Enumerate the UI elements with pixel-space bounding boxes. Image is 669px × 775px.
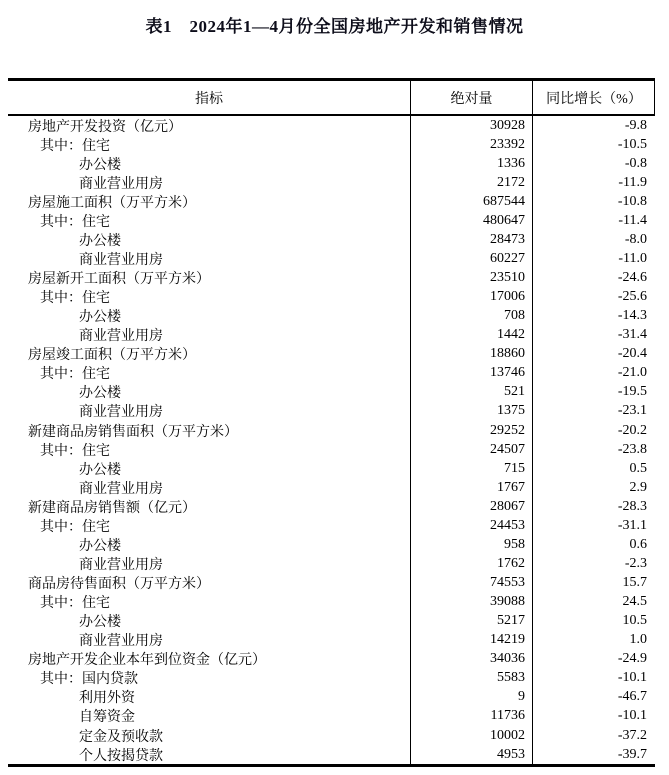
table-row <box>8 192 655 211</box>
row-absolute-value: 30928 <box>410 116 532 135</box>
row-absolute-value: 11736 <box>410 707 532 726</box>
table-row <box>8 249 655 268</box>
row-growth-value: -24.9 <box>532 650 655 669</box>
row-indicator-label: 定金及预收款 <box>79 729 163 745</box>
row-absolute-value: 1442 <box>410 326 532 345</box>
row-growth-value: -11.9 <box>532 173 655 192</box>
row-absolute-value: 24453 <box>410 516 532 535</box>
row-growth-value: -20.4 <box>532 345 655 364</box>
column-header-absolute-amount: 绝对量 <box>410 81 532 114</box>
row-indicator-label: 个人按揭贷款 <box>79 748 163 764</box>
row-absolute-value: 24507 <box>410 440 532 459</box>
row-absolute-value: 23510 <box>410 269 532 288</box>
row-indicator-label: 商业营业用房 <box>79 329 163 345</box>
row-growth-value: -23.1 <box>532 402 655 421</box>
row-indicator-label: 其中：住宅 <box>40 519 110 535</box>
row-absolute-value: 1336 <box>410 154 532 173</box>
row-growth-value: -23.8 <box>532 440 655 459</box>
row-indicator-label: 房地产开发企业本年到位资金（亿元） <box>28 653 266 669</box>
row-growth-value: -24.6 <box>532 269 655 288</box>
table-row <box>8 116 655 135</box>
row-indicator-label: 商业营业用房 <box>79 481 163 497</box>
table-row <box>8 631 655 650</box>
row-indicator-label: 其中：住宅 <box>40 214 110 230</box>
row-indicator-label: 商业营业用房 <box>79 557 163 573</box>
row-growth-value: -0.8 <box>532 154 655 173</box>
row-growth-value: -8.0 <box>532 230 655 249</box>
row-indicator-label: 办公楼 <box>79 310 121 326</box>
row-absolute-value: 28067 <box>410 497 532 516</box>
table-body <box>8 116 655 764</box>
row-absolute-value: 2172 <box>410 173 532 192</box>
table-row <box>8 288 655 307</box>
row-growth-value: -20.2 <box>532 421 655 440</box>
row-indicator-label: 房地产开发投资（亿元） <box>28 119 182 135</box>
row-absolute-value: 687544 <box>410 192 532 211</box>
row-indicator-label: 房屋新开工面积（万平方米） <box>28 272 210 288</box>
row-growth-value: -2.3 <box>532 554 655 573</box>
table-row <box>8 574 655 593</box>
table-row <box>8 650 655 669</box>
row-indicator-label: 其中：住宅 <box>40 291 110 307</box>
table-row <box>8 402 655 421</box>
row-indicator-label: 房屋竣工面积（万平方米） <box>28 348 196 364</box>
table-row <box>8 593 655 612</box>
table-row <box>8 326 655 345</box>
table-header-row <box>8 81 655 116</box>
table-row <box>8 669 655 688</box>
real-estate-stats-table <box>8 78 655 767</box>
row-indicator-label: 商业营业用房 <box>79 252 163 268</box>
row-absolute-value: 10002 <box>410 726 532 745</box>
row-growth-value: 2.9 <box>532 478 655 497</box>
row-absolute-value: 9 <box>410 688 532 707</box>
row-indicator-label: 办公楼 <box>79 615 121 631</box>
table-row <box>8 516 655 535</box>
row-absolute-value: 1762 <box>410 554 532 573</box>
row-indicator-label: 其中：住宅 <box>40 138 110 154</box>
row-indicator-label: 新建商品房销售面积（万平方米） <box>28 424 238 440</box>
row-absolute-value: 708 <box>410 307 532 326</box>
table-row <box>8 554 655 573</box>
row-growth-value: 10.5 <box>532 612 655 631</box>
row-indicator-label: 商业营业用房 <box>79 176 163 192</box>
table-row <box>8 364 655 383</box>
row-indicator-label: 利用外资 <box>79 691 135 707</box>
table-row <box>8 383 655 402</box>
row-indicator-label: 新建商品房销售额（亿元） <box>28 500 196 516</box>
table-row <box>8 440 655 459</box>
table-row <box>8 135 655 154</box>
row-growth-value: -25.6 <box>532 288 655 307</box>
row-growth-value: -11.0 <box>532 249 655 268</box>
table-row <box>8 307 655 326</box>
row-indicator-label: 商业营业用房 <box>79 405 163 421</box>
row-indicator-label: 其中：住宅 <box>40 367 110 383</box>
row-indicator-label: 其中：住宅 <box>40 443 110 459</box>
row-growth-value: -39.7 <box>532 745 655 764</box>
row-growth-value: -11.4 <box>532 211 655 230</box>
row-growth-value: -37.2 <box>532 726 655 745</box>
row-absolute-value: 4953 <box>410 745 532 764</box>
row-growth-value: -10.1 <box>532 707 655 726</box>
row-indicator-label: 房屋施工面积（万平方米） <box>28 195 196 211</box>
row-growth-value: -31.1 <box>532 516 655 535</box>
row-growth-value: 0.5 <box>532 459 655 478</box>
row-growth-value: 15.7 <box>532 574 655 593</box>
row-growth-value: -10.5 <box>532 135 655 154</box>
table-row <box>8 345 655 364</box>
page-title: 表1 2024年1—4月份全国房地产开发和销售情况 <box>145 17 524 36</box>
row-absolute-value: 17006 <box>410 288 532 307</box>
row-absolute-value: 74553 <box>410 574 532 593</box>
row-growth-value: -10.8 <box>532 192 655 211</box>
row-growth-value: 1.0 <box>532 631 655 650</box>
row-indicator-label: 办公楼 <box>79 462 121 478</box>
row-absolute-value: 28473 <box>410 230 532 249</box>
table-row <box>8 535 655 554</box>
table-row <box>8 459 655 478</box>
table-row <box>8 497 655 516</box>
row-growth-value: 24.5 <box>532 593 655 612</box>
table-row <box>8 745 655 764</box>
row-absolute-value: 60227 <box>410 249 532 268</box>
row-absolute-value: 1767 <box>410 478 532 497</box>
row-absolute-value: 39088 <box>410 593 532 612</box>
row-absolute-value: 29252 <box>410 421 532 440</box>
row-indicator-label: 办公楼 <box>79 538 121 554</box>
row-indicator-label: 其中：国内贷款 <box>40 672 138 688</box>
row-absolute-value: 5583 <box>410 669 532 688</box>
table-row <box>8 230 655 249</box>
column-header-yoy-growth: 同比增长（%） <box>532 81 655 114</box>
row-absolute-value: 13746 <box>410 364 532 383</box>
row-indicator-label: 其中：住宅 <box>40 596 110 612</box>
table-row <box>8 478 655 497</box>
row-indicator-label: 商业营业用房 <box>79 634 163 650</box>
table-row <box>8 612 655 631</box>
table-row <box>8 211 655 230</box>
table-row <box>8 707 655 726</box>
row-growth-value: -21.0 <box>532 364 655 383</box>
row-absolute-value: 14219 <box>410 631 532 650</box>
row-growth-value: -31.4 <box>532 326 655 345</box>
row-growth-value: -9.8 <box>532 116 655 135</box>
row-absolute-value: 18860 <box>410 345 532 364</box>
row-indicator-label: 自筹资金 <box>79 710 135 726</box>
row-growth-value: -19.5 <box>532 383 655 402</box>
row-growth-value: -46.7 <box>532 688 655 707</box>
table-row <box>8 421 655 440</box>
table-row <box>8 269 655 288</box>
row-absolute-value: 34036 <box>410 650 532 669</box>
table-row <box>8 688 655 707</box>
row-absolute-value: 1375 <box>410 402 532 421</box>
row-indicator-label: 办公楼 <box>79 386 121 402</box>
row-indicator-label: 办公楼 <box>79 233 121 249</box>
table-row <box>8 173 655 192</box>
row-absolute-value: 23392 <box>410 135 532 154</box>
table-row <box>8 726 655 745</box>
row-growth-value: 0.6 <box>532 535 655 554</box>
row-indicator-label: 商品房待售面积（万平方米） <box>28 577 210 593</box>
row-growth-value: -14.3 <box>532 307 655 326</box>
row-absolute-value: 521 <box>410 383 532 402</box>
row-growth-value: -28.3 <box>532 497 655 516</box>
column-header-indicator: 指标 <box>195 91 223 107</box>
row-absolute-value: 480647 <box>410 211 532 230</box>
row-absolute-value: 5217 <box>410 612 532 631</box>
row-growth-value: -10.1 <box>532 669 655 688</box>
row-absolute-value: 715 <box>410 459 532 478</box>
row-absolute-value: 958 <box>410 535 532 554</box>
table-row <box>8 154 655 173</box>
row-indicator-label: 办公楼 <box>79 157 121 173</box>
